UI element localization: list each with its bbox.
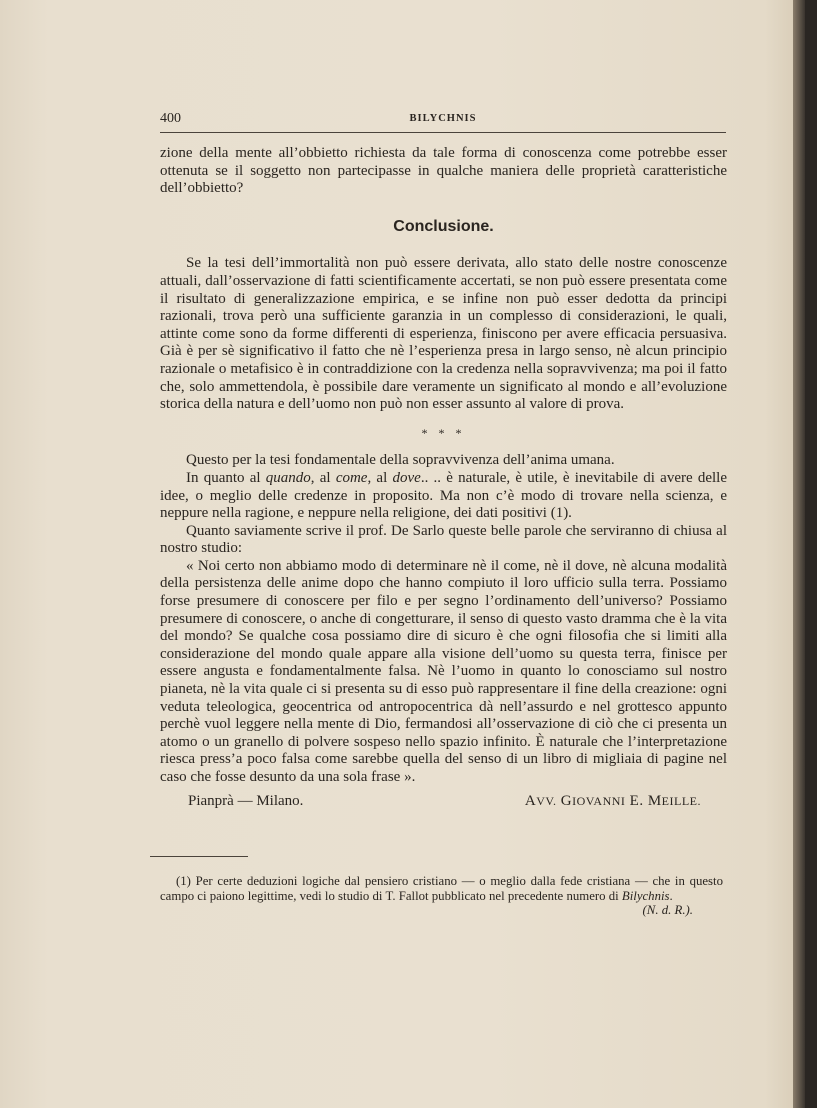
footnote-rule bbox=[150, 856, 248, 857]
word-come: come bbox=[335, 469, 368, 486]
page-edge-shadow bbox=[793, 0, 805, 1108]
author-prefix: A bbox=[524, 792, 537, 809]
quote-paragraph: « Noi certo non abbiamo modo di determinare nè il come, nè il dove, nè alcuna modalità della persistenza delle anime dopo che hanno compiuto il loro ufficio sulla terra. Possiamo forse presumere di conoscere per filo e per segno l’ordinamento dell’universo? Possiamo presumere di conoscere, o anche di congetturare, il senso di questo vasto dramma che è la vita del mondo? Se qualche cosa possiamo dire di sicuro è che ogni filosofia che si limiti alla considerazione del mondo quale appare alla visione dell’uomo su questa terra, finisce per essere angusta e fondamentalmente falsa. Nè l’uomo in quanto lo conosciamo sul nostro pianeta, nè la vita quale ci si presenta su di esso può rappresentare il fine della creazione: ogni veduta teleologica, geocentrica od antropocentrica dà nell’assurdo e nel grottesco appunto perchè vuol leggere nella mente di Dio, fermandosi all’osservazione di ciò che ci presenta un atomo o un granello di polvere sospeso nello spazio infinito. È naturale che l’interpretazione riesca press’a poco falsa come sarebbe quella del senso di un libro di migliaia di pagine nel caso che fosse desunto da una sola frase ». bbox=[160, 557, 727, 785]
footnote-text: (1) Per certe deduzioni logiche dal pensiero cristiano — o meglio dalla fede cristiana — che in questo campo ci paiono legittime, vedi lo studio di T. Fallot pubblicato nel precedente numero di bbox=[160, 874, 723, 903]
signature-row bbox=[160, 793, 727, 815]
signature-author bbox=[525, 793, 701, 811]
paragraph-thesis: Questo per la tesi fondamentale della sopravvivenza dell’anima umana. bbox=[186, 452, 615, 469]
paragraph-ideas bbox=[160, 470, 727, 523]
continuation-paragraph: zione della mente all’obbietto richiesta da tale forma di conoscenza come potrebbe esser ottenuta se il soggetto non partecipasse in qualche maniera delle proprietà caratteristiche dell’obbietto? bbox=[160, 145, 727, 197]
footnote-editor-note: (N. d. R.). bbox=[642, 903, 693, 917]
author-prefix-sc: VV. bbox=[536, 793, 557, 808]
asterism-divider: * * * bbox=[421, 425, 466, 440]
footnote bbox=[160, 874, 723, 918]
word-quando: quando bbox=[265, 469, 311, 486]
section-title: Conclusione. bbox=[393, 217, 494, 235]
footnote-end: . bbox=[669, 888, 673, 903]
footnote-paragraph bbox=[160, 874, 723, 917]
conclusion-paragraph: Se la tesi dell’immortalità non può essere derivata, allo stato delle nostre conoscenze attuali, dall’osservazione di fatti scientificamente accertati, se non può essere presentata come il risultato di generalizzazione empirica, e se infine non può esser dedotta da principi razionali, trova però una sufficiente garanzia in un complesso di considerazioni, le quali, attinte come sono da forme differenti di esperienza, finiscono per avere efficacia persuasiva. Già è per sè significativo il fatto che nè l’esperienza presa in largo senso, nè alcun principio razionale o metafisico è in contraddizione con la credenza nella sopravvivenza; ma poi il fatto che, solo ammettendola, è possibile dare veramente un significato al mondo e all’evoluzione storica della natura e dell’uomo non può non esser assunto al valore di prova. bbox=[160, 255, 727, 413]
body-text bbox=[160, 145, 727, 815]
paragraph-ideas-sep2: , al bbox=[367, 469, 393, 486]
page-header bbox=[160, 110, 726, 133]
author-initial-m: M bbox=[647, 792, 662, 809]
running-head: BILYCHNIS bbox=[409, 113, 477, 124]
signature-place: Pianprà — Milano. bbox=[188, 792, 304, 809]
author-initial-g: G bbox=[560, 792, 573, 809]
paragraph-de-sarlo: Quanto saviamente scrive il prof. De Sarlo queste belle parole che serviranno di chiusa al nostro studio: bbox=[160, 522, 727, 557]
word-dove: dove bbox=[392, 469, 421, 486]
page-number: 400 bbox=[160, 111, 181, 126]
author-surname: EILLE. bbox=[661, 793, 701, 808]
footnote-journal: Bilychnis bbox=[621, 888, 670, 903]
paragraph-ideas-sep1: , al bbox=[310, 469, 336, 486]
author-middle-initial: E. bbox=[629, 792, 644, 809]
author-given-name: IOVANNI bbox=[572, 793, 626, 808]
paragraph-ideas-post: .. .. è naturale, è utile, è inevitabile di avere delle idee, o meglio delle credenze in proposito. Ma non c’è modo di trovare nella scienza, e neppure nella ragione, e neppure nella religione, dei dati positivi (1). bbox=[160, 469, 727, 522]
paragraph-ideas-pre: In quanto al bbox=[186, 469, 266, 486]
